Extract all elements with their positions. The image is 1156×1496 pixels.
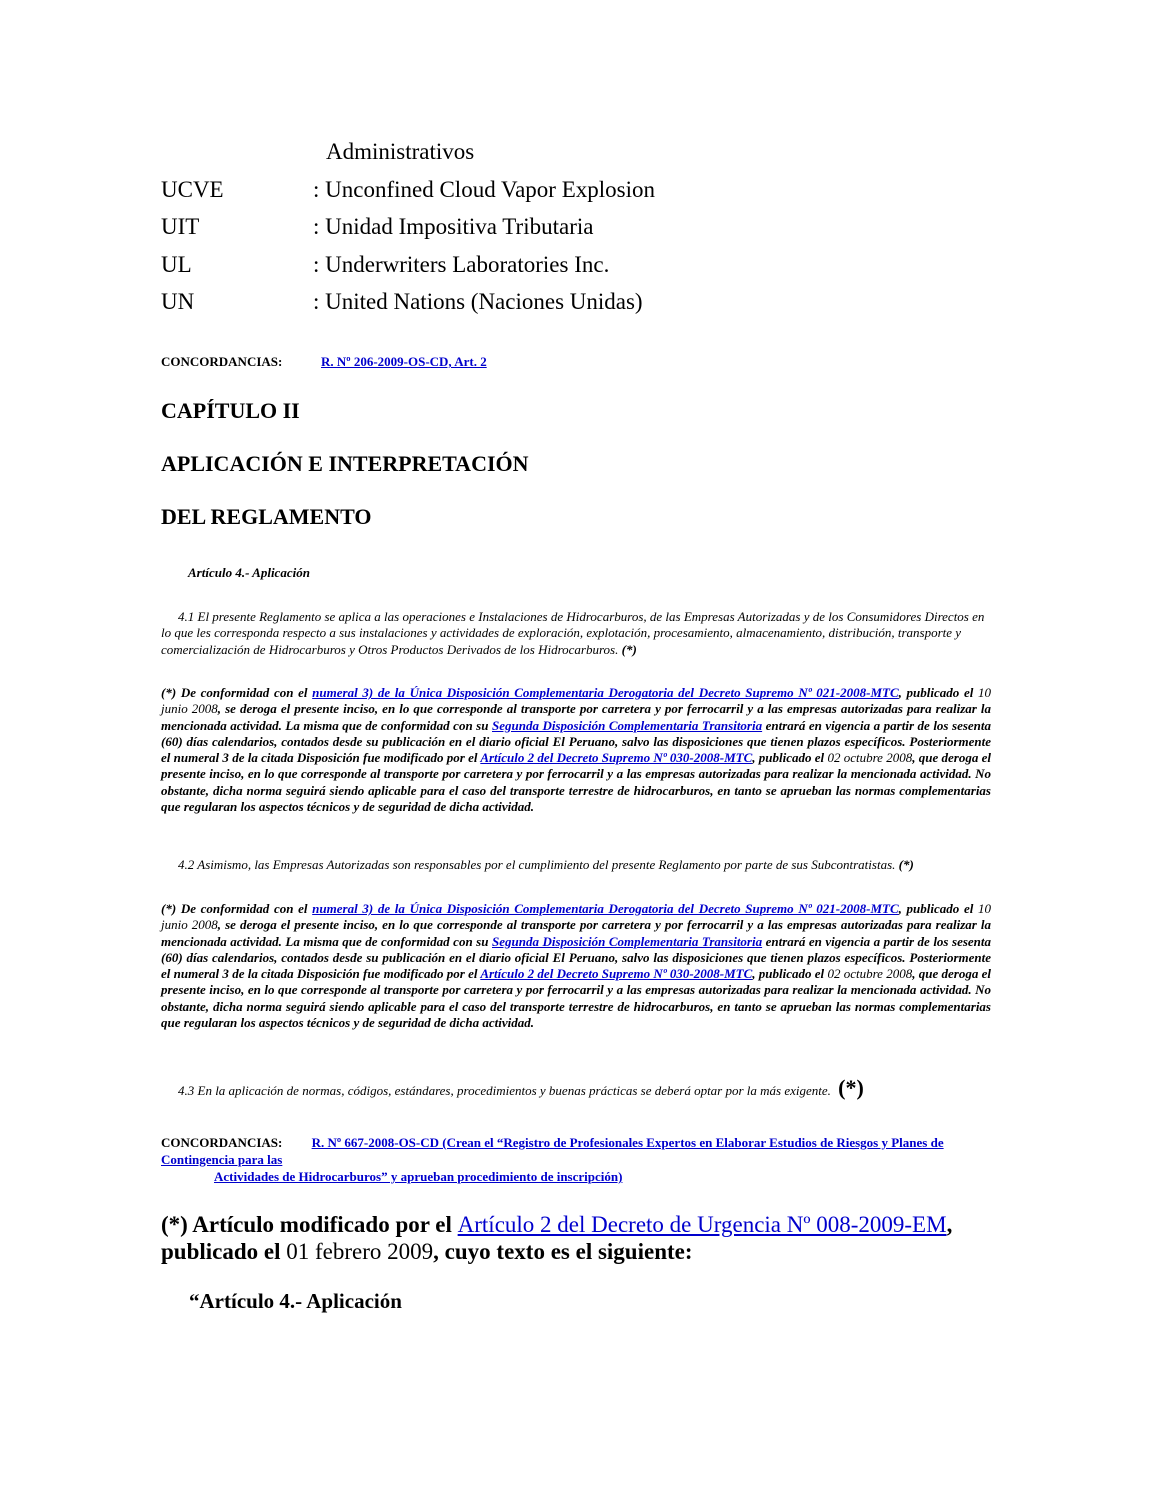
note-text: (*) De conformidad con el <box>161 901 313 916</box>
derogation-note <box>161 901 991 1031</box>
chapter-subtitle: DEL REGLAMENTO <box>161 504 372 529</box>
concordancia-link-667-2008-continued[interactable]: Actividades de Hidrocarburos” y aprueban procedimiento de inscripción) <box>214 1169 623 1184</box>
abbreviation-term: UN <box>161 289 195 314</box>
note-text: entrará en vigencia a partir de los sesenta (60) días calendarios, contados desde su publicación en el diario oficial El Peruano, salvo las disposiciones que tienen plazos específicos. Posteriormente el numeral 3 de la citada Disposición fue modificado por el <box>161 933 992 982</box>
note-text: , publicado el <box>752 750 828 766</box>
concordancias-label: CONCORDANCIAS: <box>161 354 283 369</box>
modification-date: 01 febrero 2009 <box>286 1239 434 1264</box>
abbreviation-row <box>0 176 1156 204</box>
abbreviation-term: UL <box>161 252 192 277</box>
article-paragraph-4-3 <box>161 1076 996 1103</box>
abbreviation-definition: : Underwriters Laboratories Inc. <box>313 252 610 277</box>
link-du-008-2009-em[interactable]: Artículo 2 del Decreto de Urgencia Nº 008-2009-EM <box>457 1212 947 1237</box>
note-text: , publicado el <box>898 901 978 916</box>
note-text: , publicado el <box>752 966 828 982</box>
note-text: , se deroga el presente inciso, en lo que corresponde al transporte por carretera y por ferrocarril y a las empresas autorizadas para realizar la mencionada actividad. La misma que de conformidad con su <box>161 917 991 949</box>
abbreviation-continuation: Administrativos <box>326 139 475 164</box>
link-segunda-disposicion[interactable]: Segunda Disposición Complementaria Transitoria <box>492 717 763 733</box>
note-text: , que deroga el presente inciso, en lo que corresponde al transporte por carretera y por ferrocarril y a las empresas autorizadas para realizar la mencionada actividad. No obstante, dicha norma seguirá siendo aplicable para el caso del transporte terrestre de hidrocarburos, en tanto se aprueban las normas complementarias que regularan los aspectos técnicos y de seguridad de dicha actividad. <box>161 750 991 815</box>
chapter-title: CAPÍTULO II <box>161 398 300 423</box>
note-date: 10 junio 2008 <box>161 901 991 933</box>
article-paragraph-4-2 <box>161 857 996 873</box>
link-ds-030-2008-mtc[interactable]: Artículo 2 del Decreto Supremo Nº 030-2008-MTC <box>480 966 753 982</box>
note-text: , se deroga el presente inciso, en lo que corresponde al transporte por carretera y por ferrocarril y a las empresas autorizadas para realizar la mencionada actividad. La misma que de conformidad con su <box>161 701 991 733</box>
abbreviation-term: UCVE <box>161 177 224 202</box>
paragraph-text: 4.3 En la aplicación de normas, códigos, estándares, procedimientos y buenas prácticas se deberá optar por la más exigente. <box>178 1083 831 1098</box>
modification-notice <box>161 1211 1021 1265</box>
quoted-article-heading: “Artículo 4.- Aplicación <box>189 1289 402 1313</box>
link-ds-021-2008-mtc[interactable]: numeral 3) de la Única Disposición Complementaria Derogatoria del Decreto Supremo Nº 021-2008-MTC <box>312 685 899 700</box>
note-text: (*) De conformidad con el <box>161 685 313 700</box>
concordancias-block <box>161 1134 981 1168</box>
footnote-mark: (*) <box>838 1075 864 1100</box>
note-text: entrará en vigencia a partir de los sesenta (60) días calendarios, contados desde su publicación en el diario oficial El Peruano, salvo las disposiciones que tienen plazos específicos. Posteriormente el numeral 3 de la citada Disposición fue modificado por el <box>161 717 992 766</box>
article-paragraph-4-1 <box>161 609 996 658</box>
concordancia-link-206-2009[interactable]: R. Nº 206-2009-OS-CD, Art. 2 <box>321 354 487 369</box>
note-date: 10 junio 2008 <box>161 685 991 717</box>
paragraph-text: 4.2 Asimismo, las Empresas Autorizadas son responsables por el cumplimiento del presente Reglamento por parte de sus Subcontratistas. <box>178 857 896 872</box>
link-ds-021-2008-mtc[interactable]: numeral 3) de la Única Disposición Complementaria Derogatoria del Decreto Supremo Nº 021-2008-MTC <box>312 901 899 916</box>
concordancia-link-667-2008[interactable]: R. Nº 667-2008-OS-CD (Crean el “Registro de Profesionales Expertos en Elaborar Estudios de Riesgos y Planes de Contingencia para las <box>161 1135 944 1167</box>
abbreviation-definition: : Unidad Impositiva Tributaria <box>313 214 594 239</box>
note-text: , publicado el <box>898 685 978 700</box>
modification-text: , publicado el <box>161 1212 953 1264</box>
paragraph-text: 4.1 El presente Reglamento se aplica a las operaciones e Instalaciones de Hidrocarburos, de las Empresas Autorizadas y de los Consumidores Directos en lo que les corresponda respecto a sus instalaciones y actividades de exploración, explotación, procesamiento, almacenamiento, distribución, transporte y comercialización de Hidrocarburos y Otros Productos Derivados de los Hidrocarburos. <box>161 609 985 657</box>
modification-text: , cuyo texto es el siguiente: <box>433 1239 693 1264</box>
note-text: , que deroga el presente inciso, en lo que corresponde al transporte por carretera y por ferrocarril y a las empresas autorizadas para realizar la mencionada actividad. No obstante, dicha norma seguirá siendo aplicable para el caso del transporte terrestre de hidrocarburos, en tanto se aprueban las normas complementarias que regularan los aspectos técnicos y de seguridad de dicha actividad. <box>161 966 991 1031</box>
footnote-mark: (*) <box>621 641 637 657</box>
abbreviation-term: UIT <box>161 214 200 239</box>
article-heading: Artículo 4.- Aplicación <box>188 565 310 580</box>
abbreviation-row <box>0 288 1156 316</box>
abbreviation-definition: : Unconfined Cloud Vapor Explosion <box>313 177 655 202</box>
abbreviation-row <box>0 251 1156 279</box>
link-ds-030-2008-mtc[interactable]: Artículo 2 del Decreto Supremo Nº 030-2008-MTC <box>480 750 753 766</box>
abbreviation-definition: : United Nations (Naciones Unidas) <box>313 289 643 314</box>
note-date: 02 octubre 2008 <box>827 966 913 982</box>
chapter-subtitle: APLICACIÓN E INTERPRETACIÓN <box>161 451 529 476</box>
footnote-mark: (*) <box>898 857 914 872</box>
concordancias-label: CONCORDANCIAS: <box>161 1135 283 1150</box>
modification-text: (*) Artículo modificado por el <box>161 1212 458 1237</box>
note-date: 02 octubre 2008 <box>827 750 913 766</box>
link-segunda-disposicion[interactable]: Segunda Disposición Complementaria Transitoria <box>492 933 763 949</box>
derogation-note <box>161 685 991 815</box>
abbreviation-row <box>0 213 1156 241</box>
